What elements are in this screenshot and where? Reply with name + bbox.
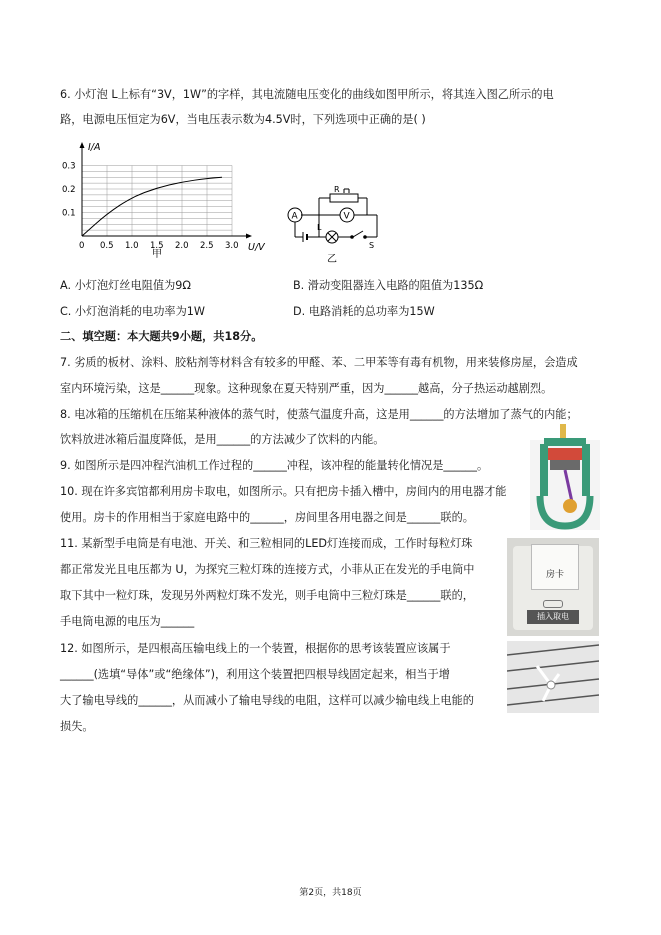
x-tick: 1.5 xyxy=(150,241,164,251)
section-suffix: 分。 xyxy=(240,330,263,343)
x-axis-arrow xyxy=(246,234,252,239)
q7-line2: 室内环境污染，这是______现象。这种现象在夏天特别严重，因为______越高，分子热运动越剧烈。 xyxy=(60,382,553,395)
crankshaft xyxy=(563,499,577,513)
q11-line1: 11. 某新型手电筒是有电池、开关、和三粒相同的LED灯连接而成，工作时每粒灯珠 xyxy=(60,537,473,550)
section-mid: 小题，共 xyxy=(179,330,225,343)
x-tick: 2.5 xyxy=(200,241,214,251)
section-score: 18 xyxy=(224,330,241,343)
rheostat xyxy=(330,194,358,202)
power-line-spacer-figure xyxy=(507,641,599,713)
graph-caption: 甲 xyxy=(152,249,162,260)
q9-line1: 9. 如图所示是四冲程汽油机工作过程的______冲程，该冲程的能量转化情况是______。 xyxy=(60,459,489,472)
spark-plug xyxy=(560,424,566,438)
combustion-chamber xyxy=(548,448,582,460)
q6-line2: 路，电源电压恒定为6V，当电压表示数为4.5V时，下列选项中正确的是( ) xyxy=(60,113,426,126)
q6-option-d: D. 电路消耗的总功率为15W xyxy=(293,305,435,318)
q11-line2: 都正常发光且电压都为 U，为探究三粒灯珠的连接方式，小菲从正在发光的手电筒中 xyxy=(60,563,475,576)
y-tick-labels xyxy=(62,162,76,219)
section-prefix: 二、填空题：本大题共 xyxy=(60,330,172,343)
cylinder-head xyxy=(544,438,586,446)
engine-figure xyxy=(530,422,600,530)
q12-line3: 大了输电导线的______，从而减小了输电导线的电阻，这样可以减少输电线上电能的 xyxy=(60,694,474,707)
q12-line1: 12. 如图所示，是四根高压输电线上的一个装置，根据你的思考该装置应该属于 xyxy=(60,642,451,655)
q10-line2: 使用。房卡的作用相当于家庭电路中的______，房间里各用电器之间是______联的。 xyxy=(60,511,474,524)
x-axis-label: U/V xyxy=(248,242,265,253)
section-heading xyxy=(60,330,262,344)
section-count: 9 xyxy=(171,330,180,343)
rheostat-label: R xyxy=(334,185,340,194)
card-slot-icon xyxy=(543,600,563,608)
page-footer: 第2页，共18页 xyxy=(299,888,362,898)
q8-line2: 饮料放进冰箱后温度降低，是用______的方法减少了饮料的内能。 xyxy=(60,433,385,446)
cylinder-wall-right xyxy=(582,444,590,496)
piston xyxy=(550,460,580,470)
y-tick: 0.2 xyxy=(62,185,76,195)
q12-line4: 损失。 xyxy=(60,720,94,733)
x-tick: 0.5 xyxy=(100,241,114,251)
room-card xyxy=(531,544,579,590)
slot-label: 插入取电 xyxy=(527,610,579,624)
q12-line2: ______(选填“导体”或“绝缘体”)，利用这个装置把四根导线固定起来，相当于增 xyxy=(60,668,450,681)
q6-option-c: C. 小灯泡消耗的电功率为1W xyxy=(60,305,205,318)
x-tick: 0 xyxy=(79,241,85,251)
q7-line1: 7. 劣质的板材、涂料、胶粘剂等材料含有较多的甲醛、苯、二甲苯等有毒有机物，用来装修房屋，会造成 xyxy=(60,356,578,369)
ammeter-label: A xyxy=(291,211,298,222)
q10-line1: 10. 现在许多宾馆都利用房卡取电，如图所示。只有把房卡插入槽中，房间内的用电器才能 xyxy=(60,485,507,498)
q11-line3: 取下其中一粒灯珠，发现另外两粒灯珠不发光，则手电筒中三粒灯珠是______联的， xyxy=(60,589,474,602)
circuit-caption: 乙 xyxy=(327,254,337,264)
circuit-diagram xyxy=(285,182,385,264)
x-tick: 2.0 xyxy=(175,241,189,251)
graph-grid xyxy=(82,166,232,237)
y-tick: 0.3 xyxy=(62,161,76,172)
photo-bg xyxy=(507,641,599,713)
q6-option-b: B. 滑动变阻器连入电路的阻值为135Ω xyxy=(293,279,484,292)
y-axis-label: I/A xyxy=(88,142,101,153)
lamp-label: L xyxy=(317,223,322,232)
voltmeter-label: V xyxy=(343,211,350,222)
y-tick: 0.1 xyxy=(62,208,76,219)
q6-option-a: A. 小灯泡灯丝电阻值为9Ω xyxy=(60,279,191,292)
y-axis-arrow xyxy=(80,142,85,148)
switch-label: S xyxy=(369,241,375,250)
q6-line1: 6. 小灯泡 L上标有“3V，1W”的字样，其电流随电压变化的曲线如图甲所示，将其连入图乙所示的电 xyxy=(60,88,554,101)
switch xyxy=(353,231,363,237)
cylinder-wall-left xyxy=(540,444,548,496)
x-tick: 1.0 xyxy=(125,241,139,251)
q8-line1: 8. 电冰箱的压缩机在压缩某种液体的蒸气时，使蒸气温度升高，这是用______的方法增加了蒸气的内能； xyxy=(60,408,578,421)
room-card-figure xyxy=(507,538,599,636)
card-label: 房卡 xyxy=(545,570,564,580)
x-tick: 3.0 xyxy=(225,241,239,251)
iv-graph xyxy=(58,140,273,260)
q11-line4: 手电筒电源的电压为______ xyxy=(60,615,195,628)
